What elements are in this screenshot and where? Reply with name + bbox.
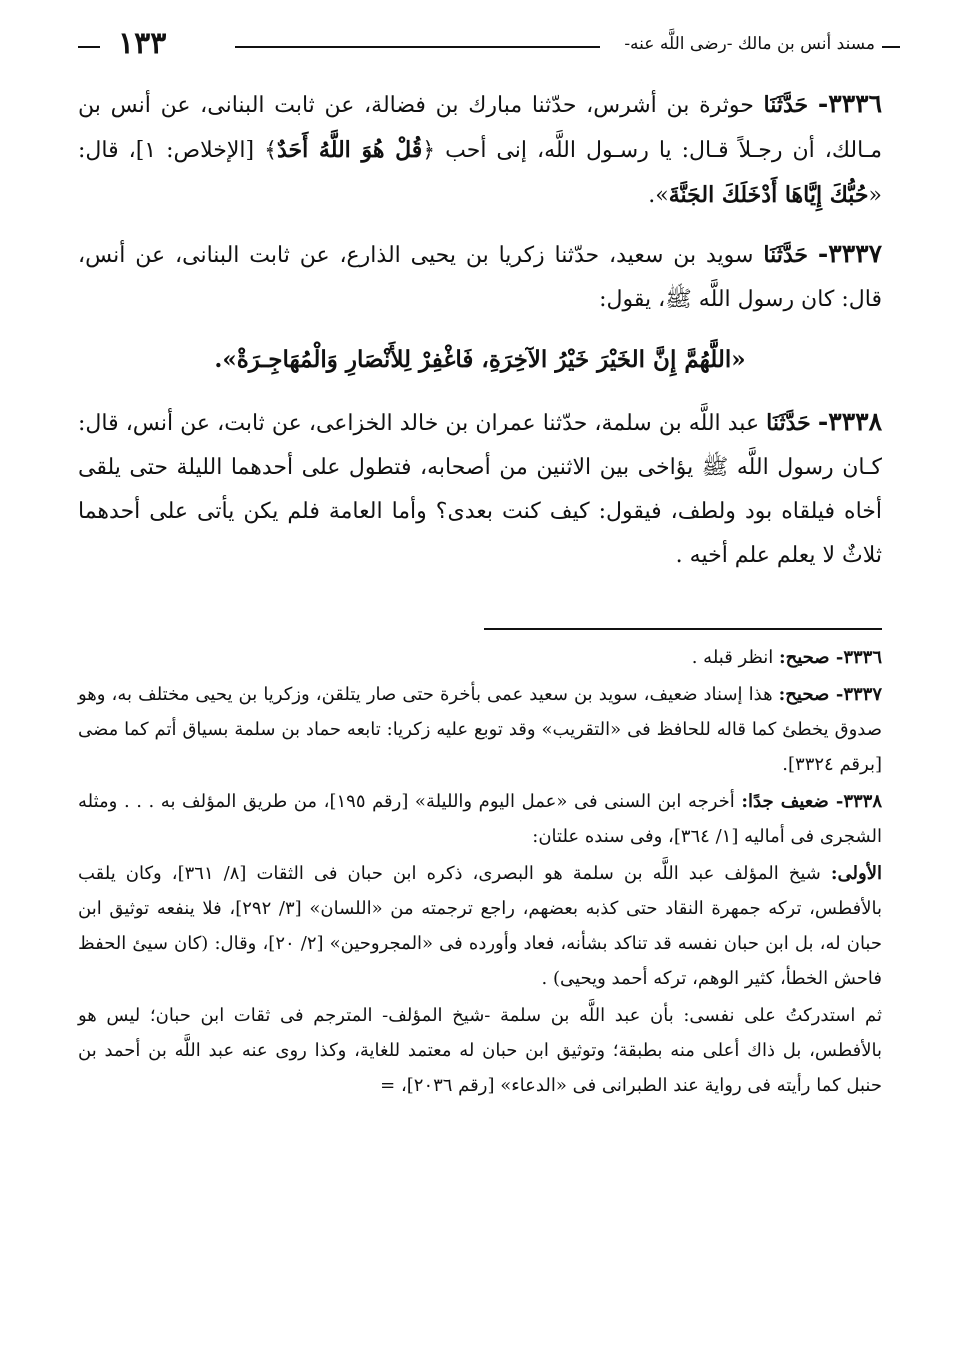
footnote-label: الأولى: bbox=[830, 863, 882, 884]
hadith-number: ٣٣٣٨- bbox=[817, 407, 882, 436]
hadith-number: ٣٣٣٧- bbox=[817, 239, 882, 268]
hadith-keyword: حَدَّثَنَا bbox=[766, 410, 811, 436]
footnote-text: شيخ المؤلف عبد اللَّه بن سلمة هو البصرى، ذكره ابن حبان فى الثقات [٨/ ٣٦١]، وكان يلقب بالأفطس، تركه جمهرة النقاد حتى كذبه بعضهم، راجع ترجمته من «اللسان» [٣/ ٢٩٢]، فلا ينفعه توثيق ابن حبان له، بل ابن حبان نفسه قد تناكد بشأنه، فعاد وأورده فى «المجروحين» [٢/ ٢٠]، وقال: (كان سيئ الحفظ فاحش الخطأ، كثير الوهم، تركه أحمد ويحيى) . bbox=[78, 863, 883, 989]
footnote-text: أخرجه ابن السنى فى «عمل اليوم والليلة» [رقم ١٩٥]، من طريق المؤلف به . . . ومثله الشجرى فى أماليه [١/ ٣٦٤]، وفى سنده علتان: bbox=[78, 791, 882, 847]
hadith-number: ٣٣٣٦- bbox=[817, 89, 882, 118]
hadith-3337 bbox=[78, 232, 882, 322]
footnote-text: ثم استدركتُ على نفسى: بأن عبد اللَّه بن سلمة -شيخ المؤلف- المترجم فى ثقات ابن حبان؛ ليس هو بالأفطس، بل ذاك أعلى منه بطبقة؛ وتوثيق ابن حبان له معتمد للغاية، وكذا روى عنه عبد اللَّه بن أحمد بن حنبل كما رأيته فى رواية عند الطبرانى فى «الدعاء» [رقم ٢٠٣٦]، = bbox=[78, 1005, 882, 1096]
centered-supplication: «اللَّهُمَّ إِنَّ الخَيْرَ خَيْرُ الآخِرَةِ، فَاغْفِرْ لِلأَنْصَارِ وَالْمُهَاجِـرَةْ». bbox=[214, 346, 746, 373]
footnote-label: ٣٣٣٦- صحيح: bbox=[778, 647, 882, 668]
prophetic-quote: حُبُّكَ إِيَّاهَا أَدْخَلَكَ الجَنَّةَ bbox=[668, 182, 869, 208]
footnote-label: ٣٣٣٨- ضعيف جدًا: bbox=[741, 791, 882, 812]
main-text bbox=[78, 82, 882, 592]
footnote-3337 bbox=[78, 677, 882, 782]
footnote-first-defect bbox=[78, 856, 882, 996]
footnote-separator bbox=[484, 628, 882, 630]
hadith-keyword: حَدَّثَنَا bbox=[763, 242, 808, 268]
footnote-3338 bbox=[78, 784, 882, 854]
hadith-text: سويد بن سعيد، حدّثنا زكريا بن يحيى الذارع، عن ثابت البنانى، عن أنس، قال: كان رسول اللَّه ﷺ، يقول: bbox=[78, 243, 882, 312]
footnote-text: انظر قبله . bbox=[691, 647, 774, 668]
footnote-correction bbox=[78, 998, 882, 1103]
footnotes bbox=[78, 640, 882, 1105]
hadith-text-continued: ﴾ [الإخلاص: ١]، قال: « bbox=[78, 138, 882, 208]
header-dash-right bbox=[882, 46, 900, 48]
footnote-3336 bbox=[78, 640, 882, 675]
page-number: ١٣٣ bbox=[118, 26, 167, 61]
footnote-text: هذا إسناد ضعيف، سويد بن سعيد عمى بأخرة حتى صار يتلقن، وزكريا بن يحيى مختلف به، وهو صدوق يخطئ كما قاله للحافظ فى «التقريب» وقد توبع عليه زكريا: تابعه حماد بن سلمة بسياق أتم كما مضى [برقم ٣٣٢٤]. bbox=[78, 684, 882, 775]
running-header bbox=[60, 28, 900, 68]
header-dash-left bbox=[78, 46, 100, 48]
hadith-text: حوثرة بن أشرس، حدّثنا مبارك بن فضالة، عن ثابت البنانى، عن أنس بن مـالك، أن رجـلاً قـال: يا رسـول اللَّه، إنى أحب ﴿ bbox=[78, 93, 883, 163]
hadith-text-end: ». bbox=[648, 183, 669, 208]
header-title: مسند أنس بن مالك -رضى اللَّه عنه- bbox=[624, 34, 875, 54]
footnote-label: ٣٣٣٧- صحيح: bbox=[778, 684, 883, 705]
header-rule bbox=[235, 46, 600, 48]
hadith-3338 bbox=[78, 400, 882, 578]
hadith-keyword: حَدَّثَنَا bbox=[763, 92, 809, 118]
quran-verse: قُلْ هُوَ اللَّهُ أَحَدٌ bbox=[276, 137, 423, 163]
hadith-3336 bbox=[78, 82, 882, 218]
hadith-text: عبد اللَّه بن سلمة، حدّثنا عمران بن خالد الخزاعى، عن ثابت، عن أنس، قال: كـان رسول اللَّه ﷺ يؤاخى بين الاثنين من أصحابه، فتطول على أحدهما الليلة حتى يلقى أخاه فيلقاه بود ولطف، فيقول: كيف كنت بعدى؟ وأما العامة فلم يكن يأتى على أحدهما ثلاثٌ لا يعلم علم أخيه . bbox=[78, 411, 882, 568]
